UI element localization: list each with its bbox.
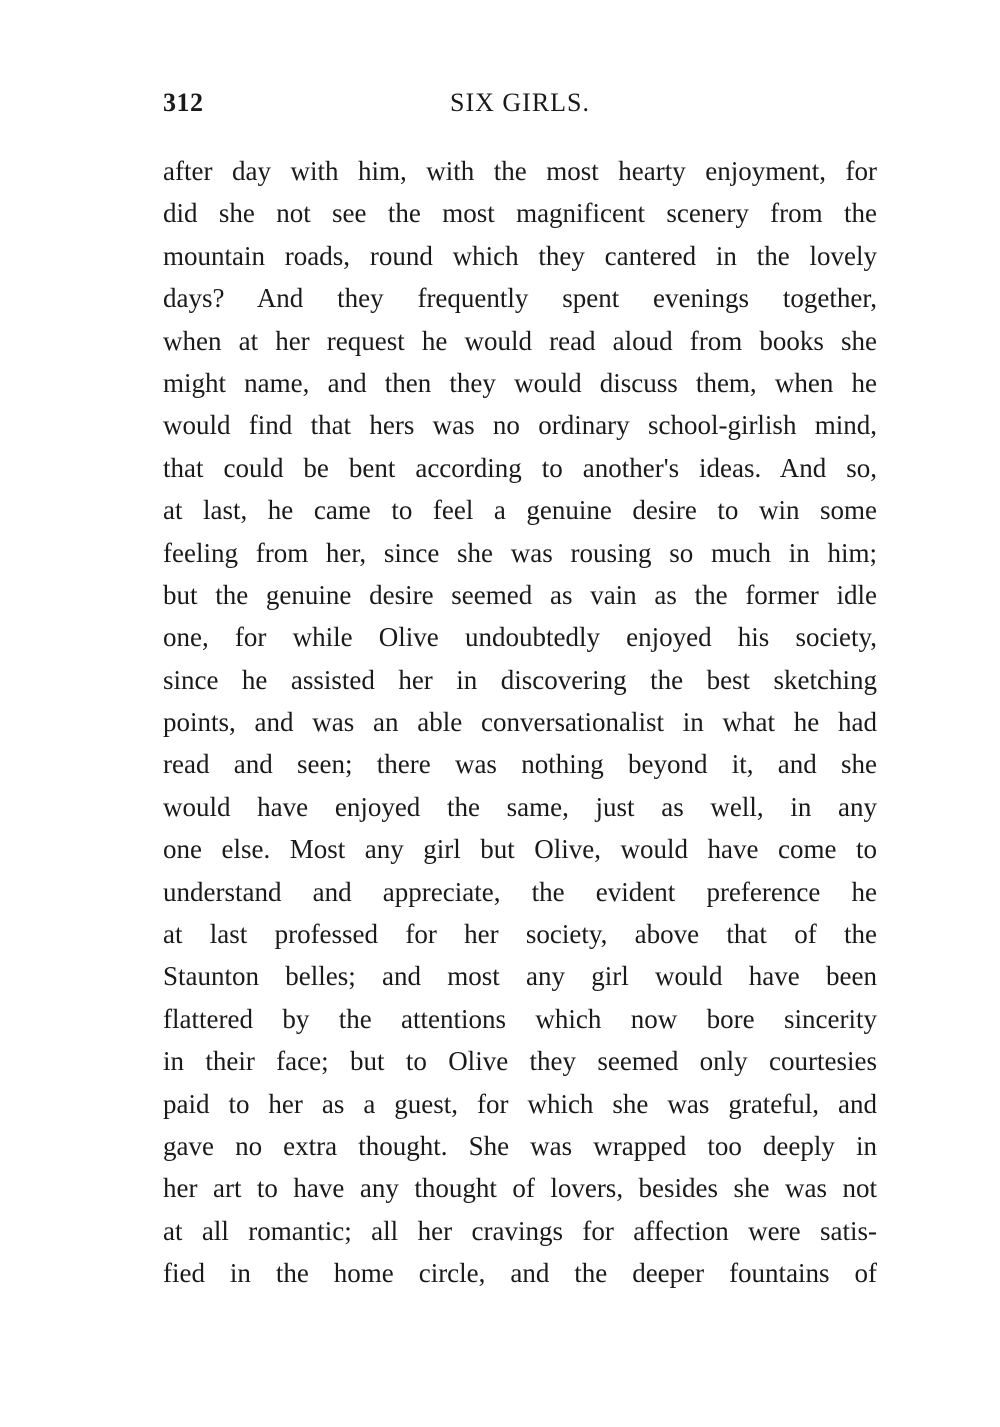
text-line: might name, and then they would discuss them, when he [163,367,877,398]
text-line: understand and appreciate, the evident preference he [163,876,877,907]
body-text [163,150,877,1295]
running-head [163,88,877,124]
text-line: feeling from her, since she was rousing so much in him; [163,537,877,568]
text-line: read and seen; there was nothing beyond it, and she [163,749,877,780]
text-line: flattered by the attentions which now bore sincerity [163,1003,877,1034]
text-line: at last, he came to feel a genuine desire to win some [163,495,877,526]
text-line: at all romantic; all her cravings for affection were satis- [163,1215,877,1246]
text-line: gave no extra thought. She was wrapped too deeply in [163,1130,877,1161]
text-line: but the genuine desire seemed as vain as the former idle [163,579,877,610]
text-line: that could be bent according to another's ideas. And so, [163,452,877,483]
text-line: since he assisted her in discovering the best sketching [163,664,877,695]
text-line: points, and was an able conversationalist in what he had [163,707,877,738]
text-line: would find that hers was no ordinary school-girlish mind, [163,410,877,441]
text-line: did she not see the most magnificent scenery from the [163,198,877,229]
text-line: days? And they frequently spent evenings together, [163,283,877,314]
text-line: in their face; but to Olive they seemed only courtesies [163,1046,877,1077]
text-line: Staunton belles; and most any girl would have been [163,961,877,992]
text-line: would have enjoyed the same, just as well, in any [163,791,877,822]
text-line: mountain roads, round which they cantered in the lovely [163,240,877,271]
text-line: when at her request he would read aloud from books she [163,325,877,356]
text-line: her art to have any thought of lovers, besides she was not [163,1173,877,1204]
text-line: fied in the home circle, and the deeper fountains of [163,1258,877,1289]
text-line: one, for while Olive undoubtedly enjoyed his society, [163,622,877,653]
text-line: paid to her as a guest, for which she was grateful, and [163,1088,877,1119]
page-number: 312 [163,88,204,117]
text-line: at last professed for her society, above that of the [163,919,877,950]
text-line: one else. Most any girl but Olive, would have come to [163,834,877,865]
text-line: after day with him, with the most hearty enjoyment, for [163,156,877,186]
running-title: SIX GIRLS. [449,88,590,117]
